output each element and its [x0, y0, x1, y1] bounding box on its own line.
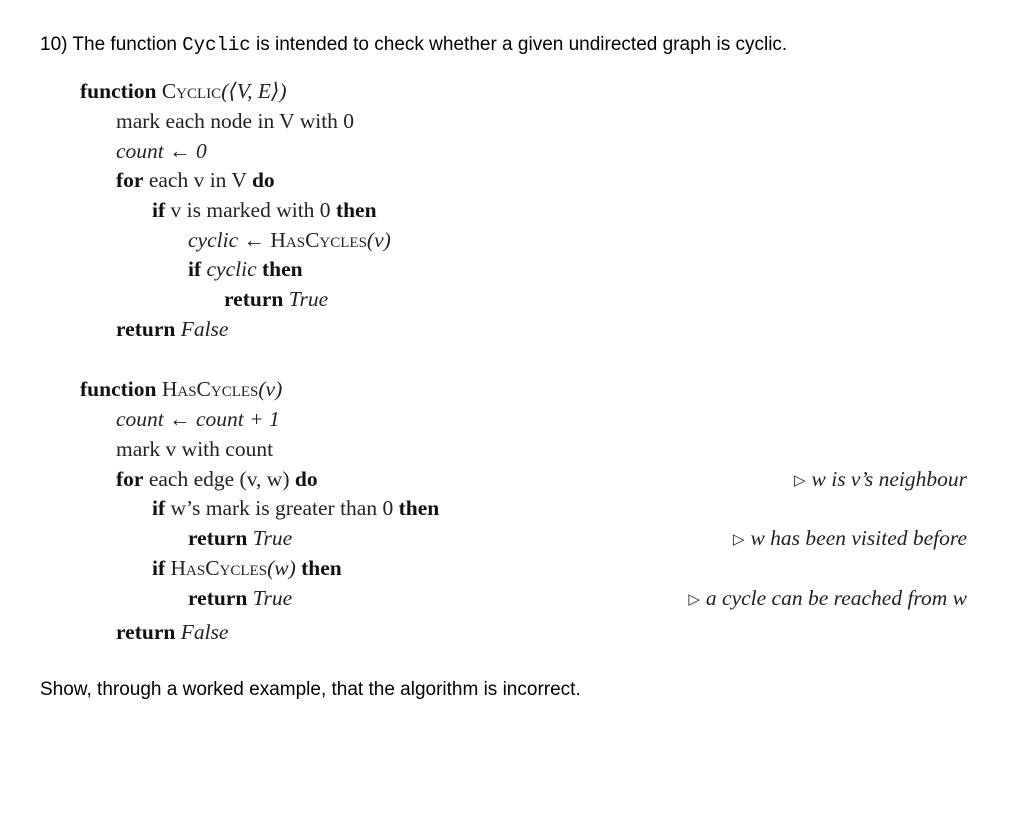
do-keyword: do: [251, 168, 275, 192]
count-increment-text: count ← count + 1: [116, 407, 280, 431]
triangle-right-icon: ▷: [688, 592, 700, 608]
return-keyword: return: [188, 586, 248, 610]
hascycles-call: HasCycles: [170, 556, 268, 580]
if-keyword: if: [152, 198, 166, 222]
cyclic-assign-lhs: cyclic ←: [188, 228, 265, 252]
comment-cycle: [688, 585, 967, 611]
comment-text: w has been visited before: [750, 526, 967, 550]
hascycles-call: HasCycles: [270, 228, 367, 252]
question-text-before: The function: [72, 34, 177, 55]
function-params: (⟨V, E⟩): [221, 79, 287, 103]
function-name: HasCycles: [161, 377, 259, 401]
mark-nodes-line: [116, 108, 354, 134]
question-number: 10): [40, 34, 68, 55]
if-cyclic-condition: cyclic: [206, 257, 257, 281]
if-condition: v is marked with 0: [170, 198, 331, 222]
mark-nodes-text: mark each node in V with 0: [116, 109, 355, 133]
then-keyword: then: [398, 496, 440, 520]
count-init-line: [116, 138, 207, 164]
if-recurse-line: [152, 555, 342, 581]
return-false-line: [116, 316, 228, 342]
if-condition: w’s mark is greater than 0: [170, 496, 394, 520]
function-keyword: function: [80, 377, 157, 401]
question-text: [40, 34, 787, 56]
function-keyword: function: [80, 79, 157, 103]
for-keyword: for: [116, 168, 144, 192]
hascycles-arg: (v): [366, 228, 391, 252]
function-code-name: Cyclic: [182, 34, 251, 56]
for-edge-line: [116, 466, 318, 492]
cyclic-assign-line: [188, 227, 391, 253]
return-keyword: return: [224, 287, 284, 311]
hascycles-header: [80, 376, 282, 402]
comment-neighbour: [794, 466, 967, 492]
question-text-after: is intended to check whether a given undirected graph is cyclic.: [255, 34, 788, 55]
return-value: False: [180, 317, 229, 341]
comment-text: a cycle can be reached from w: [705, 586, 967, 610]
return-true-line: [188, 585, 292, 611]
return-value: False: [180, 620, 229, 644]
if-keyword: if: [188, 257, 202, 281]
mark-v-text: mark v with count: [116, 437, 274, 461]
return-keyword: return: [188, 526, 248, 550]
if-keyword: if: [152, 496, 166, 520]
function-name: Cyclic: [161, 79, 222, 103]
for-clause: each edge (v, w): [148, 467, 290, 491]
for-keyword: for: [116, 467, 144, 491]
cyclic-header: [80, 78, 287, 104]
return-keyword: return: [116, 317, 176, 341]
if-marked-line: [152, 197, 377, 223]
return-keyword: return: [116, 620, 176, 644]
return-value: True: [252, 526, 293, 550]
mark-v-line: [116, 436, 273, 462]
if-keyword: if: [152, 556, 166, 580]
hascycles-arg: (w): [267, 556, 296, 580]
do-keyword: do: [294, 467, 318, 491]
return-value: True: [252, 586, 293, 610]
then-keyword: then: [262, 257, 303, 281]
return-value: True: [288, 287, 329, 311]
for-clause: each v in V: [148, 168, 247, 192]
for-loop-line: [116, 167, 275, 193]
triangle-right-icon: ▷: [793, 473, 806, 489]
comment-text: w is v’s neighbour: [811, 467, 967, 491]
if-cyclic-line: [188, 256, 303, 282]
return-true-line: [224, 286, 328, 312]
then-keyword: then: [301, 556, 342, 580]
return-false-line: [116, 619, 228, 645]
closing-instruction: Show, through a worked example, that the algorithm is incorrect.: [40, 679, 581, 700]
return-true-line: [188, 525, 292, 551]
count-init-text: count ← 0: [116, 139, 207, 163]
then-keyword: then: [335, 198, 377, 222]
if-mark-line: [152, 495, 439, 521]
triangle-right-icon: ▷: [732, 532, 745, 548]
function-params: (v): [258, 377, 283, 401]
comment-visited: [733, 525, 967, 551]
count-increment-line: [116, 406, 280, 432]
